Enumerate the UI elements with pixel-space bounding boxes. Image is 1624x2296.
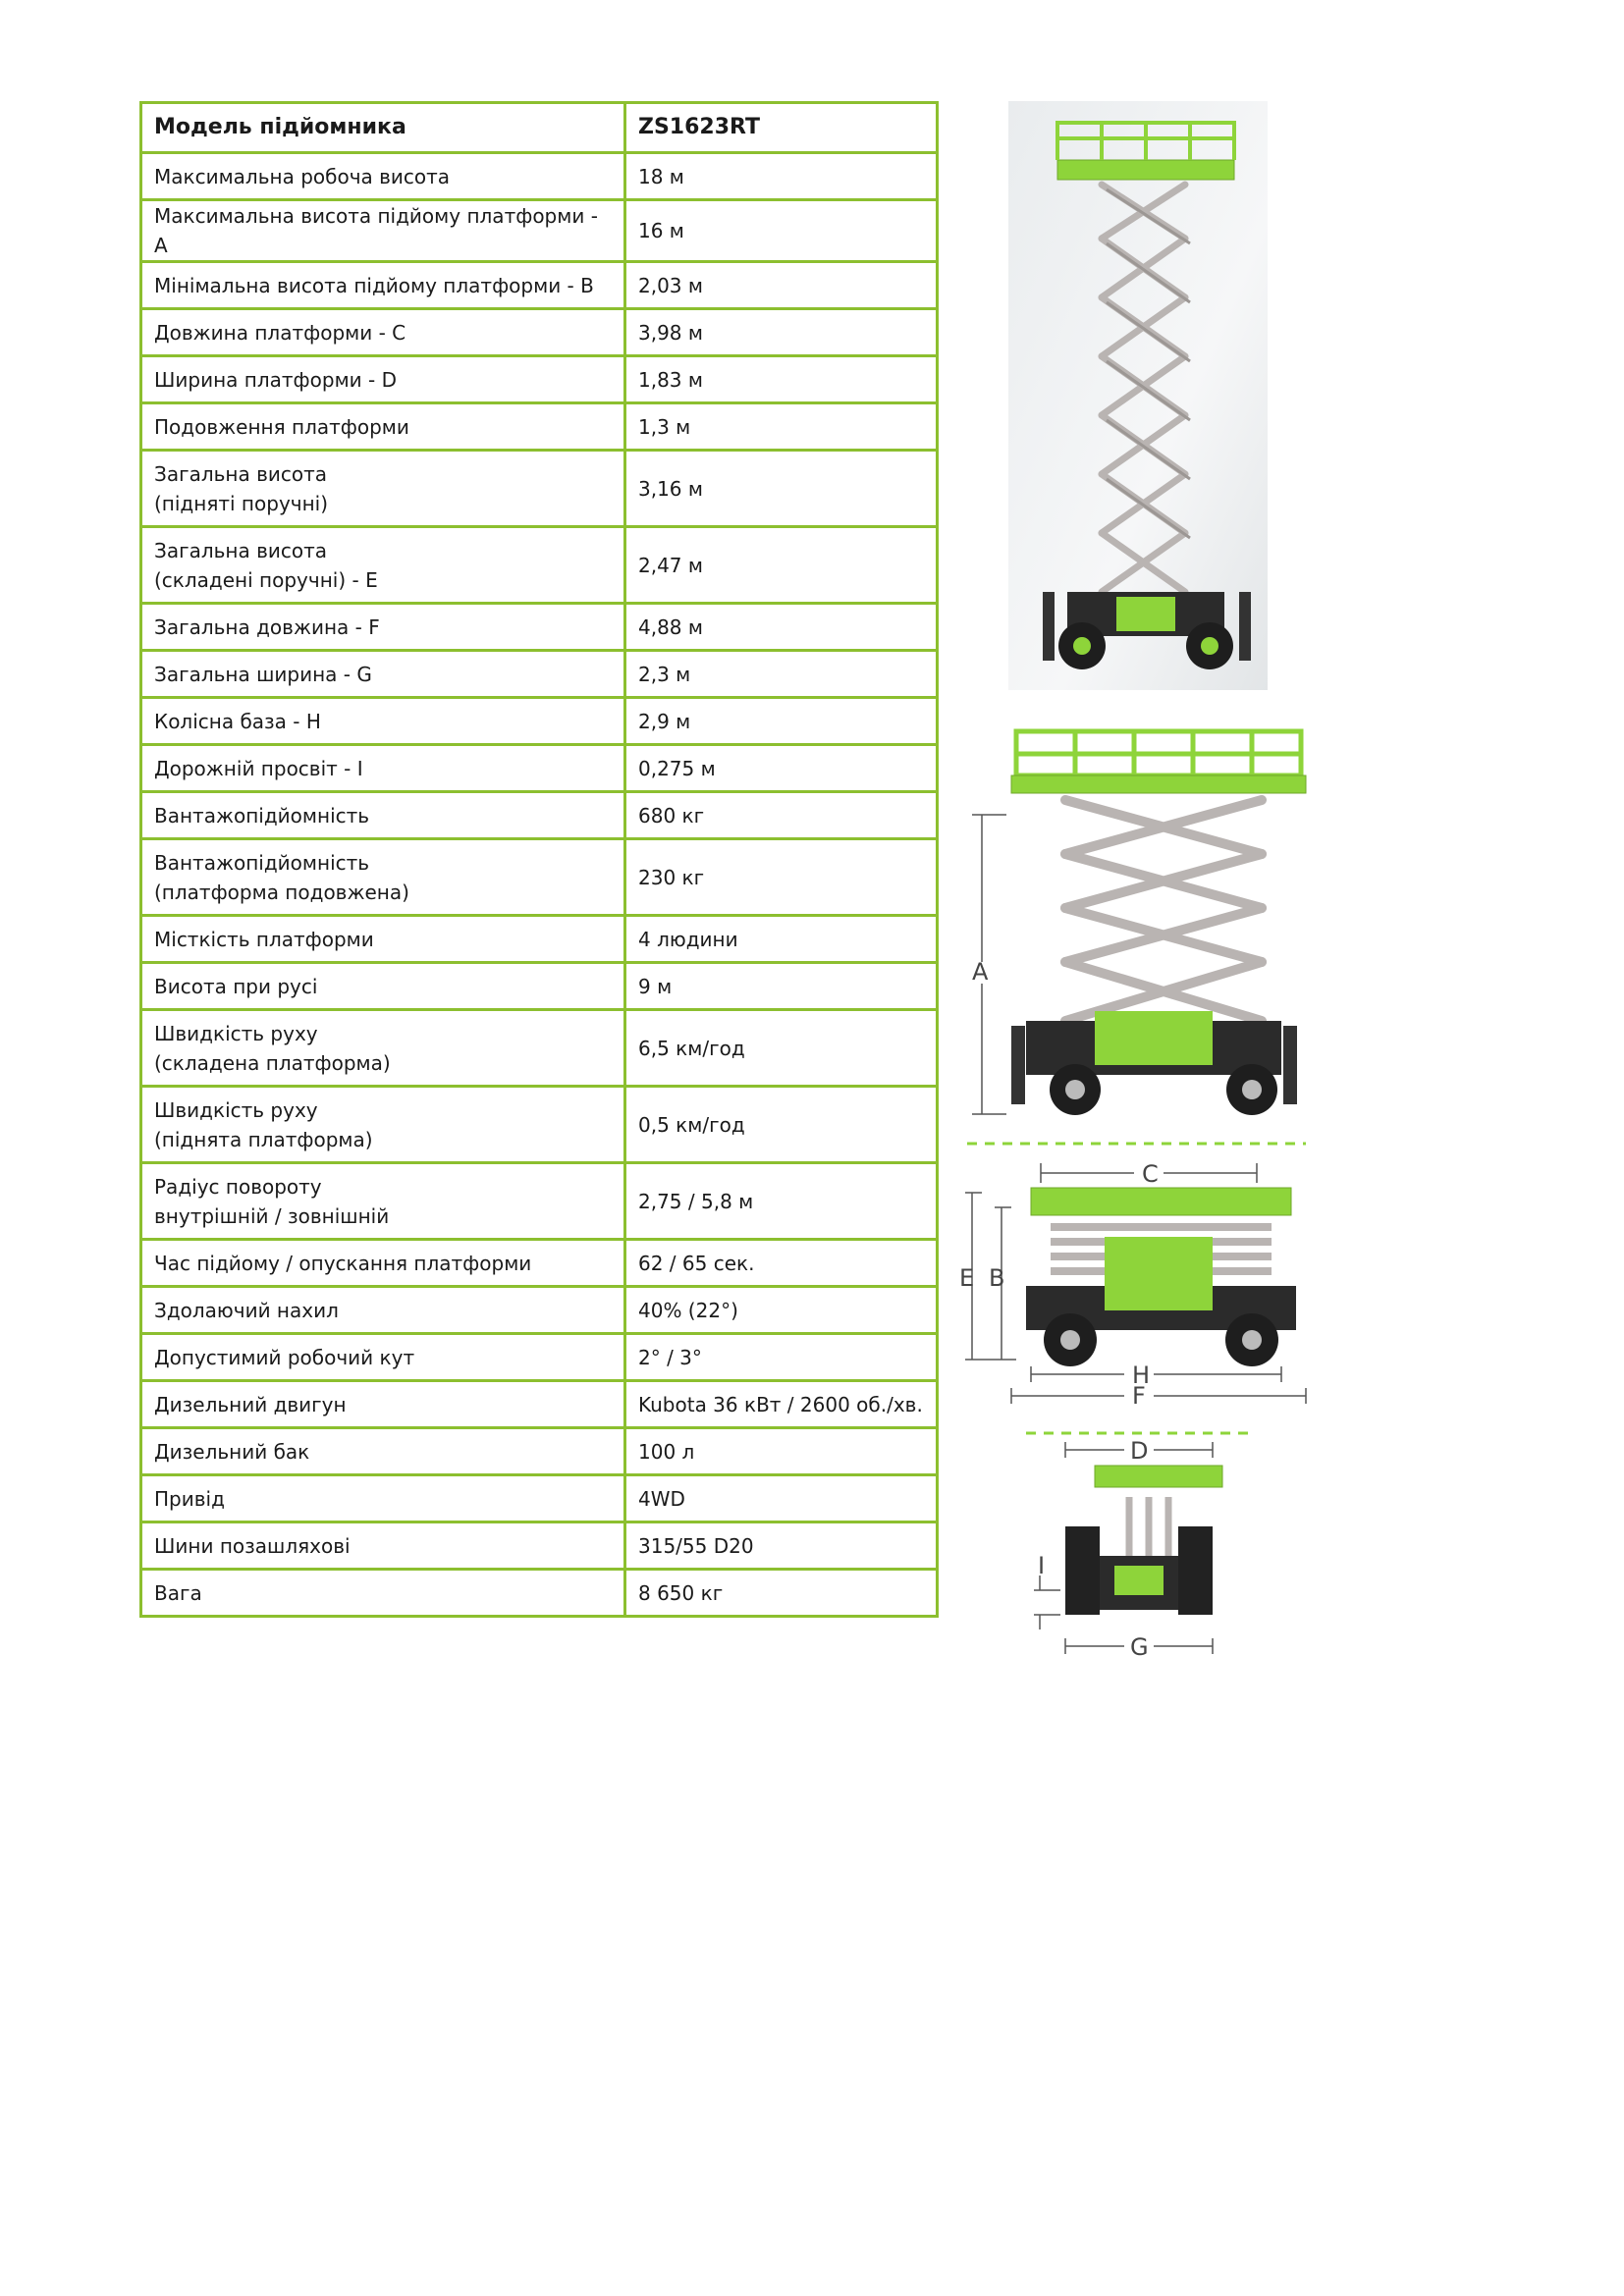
spec-label: [141, 916, 625, 963]
spec-value: 3,98 м: [625, 309, 938, 356]
spec-table: [139, 101, 939, 1618]
spec-label-line: Час підйому / опускання платформи: [154, 1251, 532, 1275]
table-row: [141, 153, 938, 200]
spec-label-line: Вага: [154, 1580, 202, 1605]
dim-letter-c: C: [1142, 1160, 1159, 1188]
spec-label-line: Здолаючий нахил: [154, 1298, 339, 1322]
spec-value: 2,9 м: [625, 698, 938, 745]
table-row: [141, 1428, 938, 1475]
table-row: [141, 1381, 938, 1428]
spec-label-line: (складені поручні) - E: [154, 567, 378, 592]
table-row: [141, 916, 938, 963]
side-view-drawing: [967, 726, 1321, 1124]
spec-value: 680 кг: [625, 792, 938, 839]
spec-label-line: Швидкість руху: [154, 1097, 318, 1122]
spec-value: 315/55 D20: [625, 1522, 938, 1570]
spec-label-line: (підняті поручні): [154, 491, 329, 515]
spec-label-line: (складена платформа): [154, 1050, 391, 1075]
table-row: [141, 527, 938, 604]
spec-value: 2,3 м: [625, 651, 938, 698]
table-row: [141, 745, 938, 792]
spec-label: [141, 1087, 625, 1163]
spec-value: 16 м: [625, 200, 938, 262]
spec-label-line: Загальна висота: [154, 538, 328, 562]
spec-value: 4,88 м: [625, 604, 938, 651]
dim-letter-g: G: [1130, 1633, 1149, 1661]
table-row: [141, 1334, 938, 1381]
stowed-side-drawing: [957, 1139, 1316, 1404]
spec-label-line: Вантажопідйомність: [154, 850, 370, 875]
spec-label: [141, 153, 625, 200]
spec-label-line: Загальна довжина - F: [154, 614, 380, 639]
spec-value: 3,16 м: [625, 451, 938, 527]
spec-label: [141, 745, 625, 792]
dim-letter-e: E: [959, 1264, 975, 1292]
dim-letter-f: F: [1132, 1382, 1146, 1404]
spec-label: [141, 698, 625, 745]
table-row: [141, 1287, 938, 1334]
spec-label: [141, 1240, 625, 1287]
table-row: [141, 1522, 938, 1570]
spec-label-line: Вантажопідйомність: [154, 803, 370, 828]
spec-label: [141, 839, 625, 916]
spec-label-line: Довжина платформи - C: [154, 320, 406, 345]
header-label: Модель підйомника: [141, 103, 625, 153]
spec-label-line: Місткість платформи: [154, 927, 374, 951]
spec-label: [141, 1475, 625, 1522]
spec-label: [141, 262, 625, 309]
spec-label-line: Мінімальна висота підйому платформи - B: [154, 273, 594, 297]
spec-label-line: (піднята платформа): [154, 1127, 373, 1151]
table-row: [141, 963, 938, 1010]
spec-value: 40% (22°): [625, 1287, 938, 1334]
spec-label: [141, 1334, 625, 1381]
spec-label: [141, 403, 625, 451]
table-row: [141, 651, 938, 698]
spec-value: 1,83 м: [625, 356, 938, 403]
table-row: [141, 309, 938, 356]
spec-label-line: Максимальна робоча висота: [154, 164, 451, 188]
spec-label: [141, 1287, 625, 1334]
spec-label: [141, 356, 625, 403]
spec-label-line: Дизельний двигун: [154, 1392, 347, 1416]
spec-label: [141, 1522, 625, 1570]
lift-photo: [1008, 101, 1268, 690]
spec-label: [141, 1010, 625, 1087]
spec-value: 4WD: [625, 1475, 938, 1522]
spec-value: 1,3 м: [625, 403, 938, 451]
spec-value: 0,275 м: [625, 745, 938, 792]
spec-label: [141, 792, 625, 839]
table-row: [141, 356, 938, 403]
spec-label-line: Шини позашляхові: [154, 1533, 351, 1558]
spec-label: [141, 1570, 625, 1617]
table-row: [141, 451, 938, 527]
spec-label-line: Загальна висота: [154, 461, 328, 486]
spec-label-line: Швидкість руху: [154, 1021, 318, 1045]
spec-value: 62 / 65 сек.: [625, 1240, 938, 1287]
spec-label: [141, 1428, 625, 1475]
table-row: [141, 1475, 938, 1522]
spec-label-line: Дизельний бак: [154, 1439, 310, 1464]
spec-value: 2,75 / 5,8 м: [625, 1163, 938, 1240]
spec-value: 230 кг: [625, 839, 938, 916]
spec-label-line: Ширина платформи - D: [154, 367, 397, 392]
table-row: [141, 403, 938, 451]
table-header-row: [141, 103, 938, 153]
spec-label: [141, 1163, 625, 1240]
spec-label-line: Радіус повороту: [154, 1174, 322, 1199]
dim-letter-h: H: [1132, 1362, 1151, 1389]
table-row: [141, 262, 938, 309]
spec-value: 100 л: [625, 1428, 938, 1475]
spec-value: 0,5 км/год: [625, 1087, 938, 1163]
spec-label-line: (платформа подовжена): [154, 880, 409, 904]
dim-letter-d: D: [1130, 1437, 1149, 1465]
dim-letter-a: A: [972, 958, 989, 986]
spec-value: Kubota 36 кВт / 2600 об./хв.: [625, 1381, 938, 1428]
table-row: [141, 698, 938, 745]
spec-label: [141, 309, 625, 356]
spec-label: [141, 527, 625, 604]
spec-label-line: Максимальна висота підйому платформи - A: [154, 204, 598, 257]
header-value: ZS1623RT: [625, 103, 938, 153]
spec-label-line: Привід: [154, 1486, 225, 1511]
spec-label-line: Колісна база - H: [154, 709, 321, 733]
spec-value: 9 м: [625, 963, 938, 1010]
table-row: [141, 1163, 938, 1240]
spec-label-line: Висота при русі: [154, 974, 318, 998]
table-row: [141, 792, 938, 839]
spec-label: [141, 451, 625, 527]
spec-label: [141, 1381, 625, 1428]
dim-letter-b: B: [989, 1264, 1005, 1292]
spec-value: 2,47 м: [625, 527, 938, 604]
spec-label: [141, 200, 625, 262]
spec-label-line: Дорожній просвіт - I: [154, 756, 363, 780]
dim-letter-i: I: [1038, 1552, 1046, 1579]
front-view-drawing: [1026, 1428, 1252, 1674]
table-row: [141, 200, 938, 262]
spec-value: 4 людини: [625, 916, 938, 963]
table-row: [141, 1240, 938, 1287]
spec-value: 8 650 кг: [625, 1570, 938, 1617]
spec-label-line: Допустимий робочий кут: [154, 1345, 415, 1369]
table-row: [141, 839, 938, 916]
spec-label-line: Подовження платформи: [154, 414, 409, 439]
spec-value: 18 м: [625, 153, 938, 200]
spec-label: [141, 604, 625, 651]
spec-label: [141, 651, 625, 698]
spec-table-body: [141, 103, 938, 1617]
table-row: [141, 1087, 938, 1163]
spec-value: 6,5 км/год: [625, 1010, 938, 1087]
spec-label: [141, 963, 625, 1010]
table-row: [141, 1010, 938, 1087]
table-row: [141, 1570, 938, 1617]
spec-value: 2° / 3°: [625, 1334, 938, 1381]
spec-label-line: Загальна ширина - G: [154, 662, 372, 686]
spec-value: 2,03 м: [625, 262, 938, 309]
spec-label-line: внутрішній / зовнішній: [154, 1203, 390, 1228]
table-row: [141, 604, 938, 651]
